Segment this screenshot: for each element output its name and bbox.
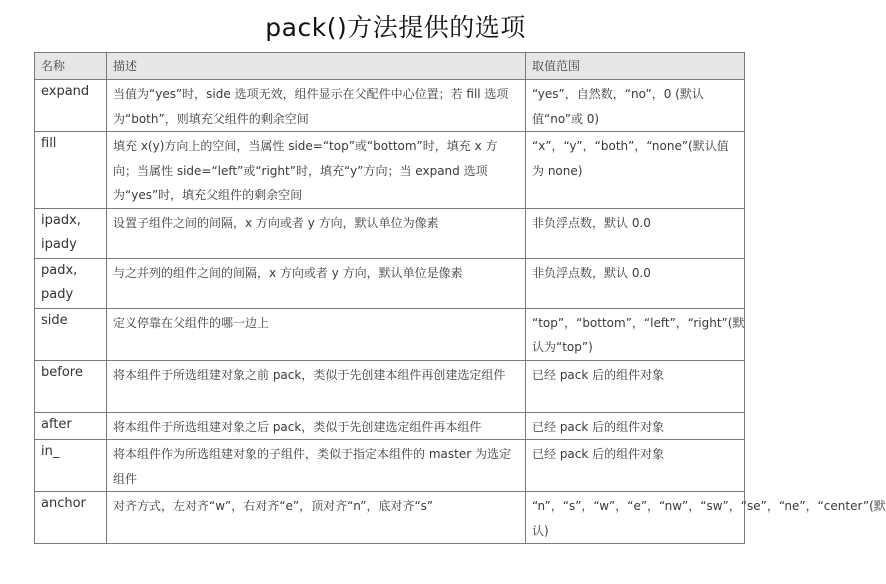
table-row [35, 258, 745, 308]
table-row [35, 308, 745, 360]
header-range: 取值范围 [526, 53, 745, 80]
option-description: 填充 x(y)方向上的空间，当属性 side=“top”或“bottom”时，填充 x 方向；当属性 side=“left”或“right”时，填充“y”方向；当 expand 选项为“yes”时，填充父组件的剩余空间 [107, 132, 526, 209]
option-range: “top”，“bottom”，“left”，“right”(默认为“top”) [526, 308, 745, 360]
option-range: 非负浮点数，默认 0.0 [526, 258, 745, 308]
option-name: before [35, 360, 107, 412]
option-range: 已经 pack 后的组件对象 [526, 440, 745, 492]
option-description: 设置子组件之间的间隔，x 方向或者 y 方向，默认单位为像素 [107, 208, 526, 258]
option-name: after [35, 412, 107, 440]
option-name: ipadx, ipady [35, 208, 107, 258]
header-description: 描述 [107, 53, 526, 80]
option-description: 将本组件于所选组建对象之后 pack，类似于先创建选定组件再本组件 [107, 412, 526, 440]
table-row [35, 132, 745, 209]
pack-options-table [34, 52, 886, 544]
option-name: padx, pady [35, 258, 107, 308]
table-header-row [35, 53, 745, 80]
option-range: 已经 pack 后的组件对象 [526, 360, 745, 412]
option-range: “yes”，自然数，“no”，0 (默认值“no”或 0) [526, 80, 745, 132]
option-name: expand [35, 80, 107, 132]
option-description: 对齐方式，左对齐“w”，右对齐“e”，顶对齐“n”，底对齐“s” [107, 492, 526, 544]
option-description: 定义停靠在父组件的哪一边上 [107, 308, 526, 360]
table-row [35, 360, 745, 412]
option-description: 将本组件作为所选组建对象的子组件，类似于指定本组件的 master 为选定组件 [107, 440, 526, 492]
option-name: fill [35, 132, 107, 209]
option-range: 非负浮点数，默认 0.0 [526, 208, 745, 258]
option-description: 将本组件于所选组建对象之前 pack，类似于先创建本组件再创建选定组件 [107, 360, 526, 412]
option-name: anchor [35, 492, 107, 544]
table-row [35, 412, 745, 440]
option-range: “x”，“y”，“both”，“none”(默认值为 none) [526, 132, 745, 209]
option-name: in_ [35, 440, 107, 492]
header-name: 名称 [35, 53, 107, 80]
table-row [35, 80, 745, 132]
table-row [35, 208, 745, 258]
table-row [35, 492, 745, 544]
option-range: 已经 pack 后的组件对象 [526, 412, 745, 440]
option-description: 与之并列的组件之间的间隔，x 方向或者 y 方向，默认单位是像素 [107, 258, 526, 308]
page-title: pack()方法提供的选项 [265, 13, 526, 42]
table-row [35, 440, 745, 492]
option-description: 当值为“yes”时，side 选项无效，组件显示在父配件中心位置；若 fill 选项为“both”，则填充父组件的剩余空间 [107, 80, 526, 132]
option-range: “n”，“s”，“w”，“e”，“nw”，“sw”，“se”，“ne”，“center”(默认) [526, 492, 745, 544]
option-name: side [35, 308, 107, 360]
